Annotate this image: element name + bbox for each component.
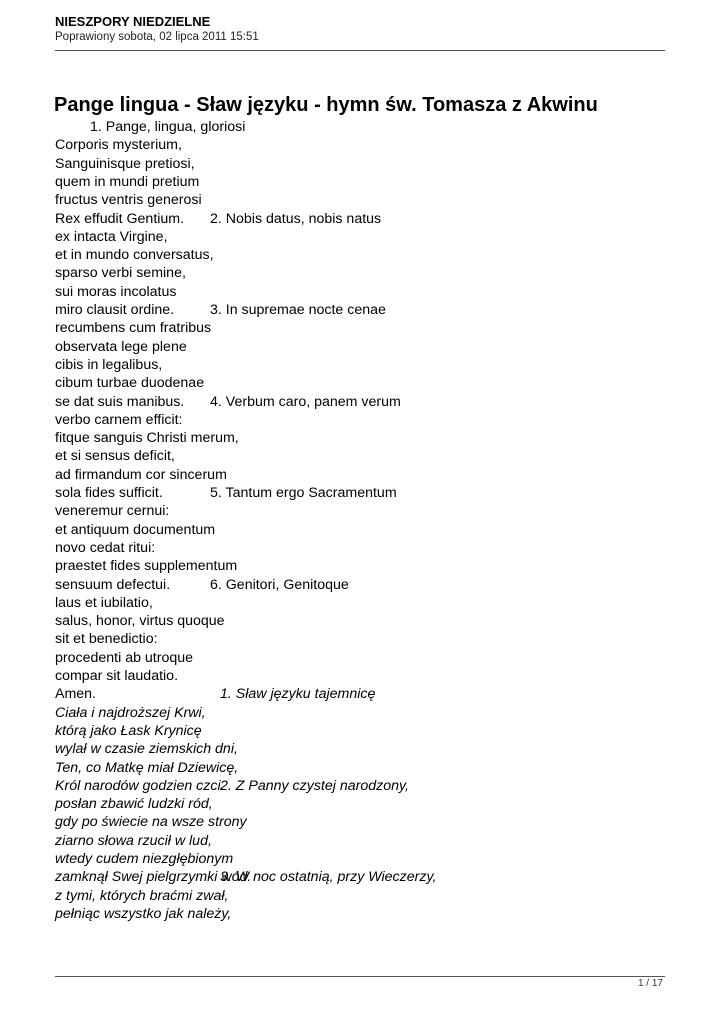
- header-divider: [55, 50, 665, 51]
- text-line: et antiquum documentum: [55, 521, 216, 538]
- text-line: sensuum defectui.: [55, 576, 171, 593]
- text-line: cibum turbae duodenae: [55, 375, 205, 392]
- text-line: z tymi, których braćmi zwał,: [55, 887, 229, 904]
- article-title: Pange lingua - Sław języku - hymn św. Tomasza z Akwinu: [54, 94, 598, 116]
- verse-start: 1. Sław języku tajemnicę: [220, 686, 376, 703]
- text-line: gdy po świecie na wsze strony: [55, 814, 247, 831]
- text-line: cibis in legalibus,: [55, 356, 163, 373]
- text-line: posłan zbawić ludzki ród,: [55, 796, 213, 813]
- text-line: Rex effudit Gentium.: [55, 210, 185, 227]
- text-line: salus, honor, virtus quoque: [55, 613, 225, 630]
- text-line: zamknął Swej pielgrzymki wód.: [55, 869, 252, 886]
- text-line: sola fides sufficit.: [55, 485, 163, 501]
- text-line: verbo carnem efficit:: [55, 411, 183, 428]
- text-line: fructus ventris generosi: [55, 192, 202, 209]
- site-title: NIESZPORY NIEDZIELNE: [55, 14, 211, 29]
- verse-start: 6. Genitori, Genitoque: [210, 576, 349, 593]
- text-line: 1. Pange, lingua, gloriosi: [90, 119, 246, 135]
- page-header: [55, 14, 259, 45]
- text-line: observata lege plene: [55, 338, 187, 355]
- text-line: Sanguinisque pretiosi,: [55, 155, 195, 172]
- text-line: sit et benedictio:: [55, 631, 158, 648]
- text-line: sparso verbi semine,: [55, 265, 186, 282]
- footer-divider: [55, 976, 665, 977]
- verse-start: 3. W noc ostatnią, przy Wieczerzy,: [220, 869, 437, 886]
- text-line: ad firmandum cor sincerum: [55, 466, 227, 483]
- text-line: którą jako Łask Krynicę: [55, 722, 202, 739]
- text-line: Ten, co Matkę miał Dziewicę,: [55, 759, 239, 776]
- text-line: veneremur cernui:: [55, 503, 170, 520]
- text-line: miro clausit ordine.: [55, 302, 175, 318]
- text-line: pełniąc wszystko jak należy,: [55, 905, 232, 922]
- text-line: sui moras incolatus: [55, 283, 177, 300]
- verse-start: 2. Nobis datus, nobis natus: [210, 210, 382, 227]
- text-line: recumbens cum fratribus: [55, 320, 212, 337]
- modified-date: Poprawiony sobota, 02 lipca 2011 15:51: [55, 31, 259, 43]
- text-line: ex intacta Virgine,: [55, 228, 168, 245]
- verse-start: 5. Tantum ergo Sacramentum: [210, 485, 397, 501]
- text-line: procedenti ab utroque: [55, 649, 194, 666]
- text-line: Corporis mysterium,: [55, 137, 182, 154]
- text-line: novo cedat ritui:: [55, 539, 156, 556]
- text-line: ziarno słowa rzucił w lud,: [55, 832, 212, 849]
- text-line: compar sit laudatio.: [55, 668, 179, 684]
- text-line: se dat suis manibus.: [55, 393, 185, 410]
- verse-start: 3. In supremae nocte cenae: [210, 302, 386, 318]
- verse-start: 2. Z Panny czystej narodzony,: [220, 777, 409, 794]
- page-number: 1 / 17: [637, 978, 663, 989]
- text-line: praestet fides supplementum: [55, 558, 238, 575]
- text-line: et si sensus deficit,: [55, 448, 175, 465]
- text-line: wylał w czasie ziemskich dni,: [55, 741, 238, 758]
- text-line: quem in mundi pretium: [55, 173, 200, 190]
- text-line: Ciała i najdroższej Krwi,: [55, 704, 206, 721]
- text-line: et in mundo conversatus,: [55, 247, 214, 264]
- text-line: fitque sanguis Christi merum,: [55, 430, 239, 447]
- verse-start: 4. Verbum caro, panem verum: [210, 393, 401, 410]
- text-line: laus et iubilatio,: [55, 594, 153, 611]
- text-line: wtedy cudem niezgłębionym: [55, 851, 234, 867]
- text-line: Amen.: [55, 686, 97, 703]
- text-line: Król narodów godzien czci.: [55, 777, 225, 794]
